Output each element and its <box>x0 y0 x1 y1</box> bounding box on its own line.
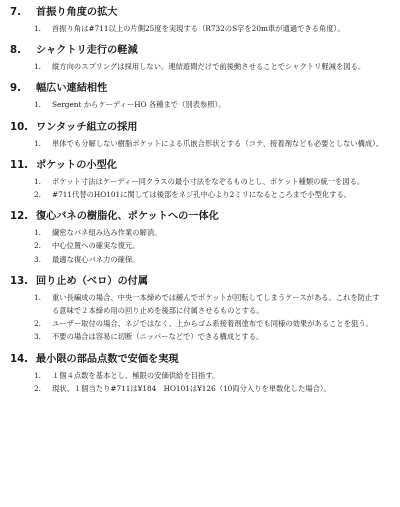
item-number: 1. <box>34 292 41 302</box>
section-heading <box>10 353 390 366</box>
item-text: 現状、１個当たり#711は¥184 HO101は¥126（10両分入りを単数化した場合）。 <box>52 383 331 393</box>
spec-section <box>10 210 390 266</box>
list-item <box>10 382 390 395</box>
item-number: 1. <box>34 370 41 380</box>
item-number: 2. <box>34 190 41 200</box>
item-number: 1. <box>34 100 41 110</box>
section-heading <box>10 44 390 57</box>
section-number: 12. <box>10 211 29 223</box>
item-number: 1. <box>34 138 41 148</box>
list-item <box>10 330 390 343</box>
item-text: Sergent からケーディーHO 各種まで（別表参照）。 <box>52 100 226 110</box>
section-heading <box>10 82 390 95</box>
section-number: 11. <box>10 159 29 171</box>
list-item <box>10 239 390 252</box>
section-title: 復心バネの樹脂化、ポケットへの一体化 <box>36 211 219 223</box>
section-heading <box>10 159 390 172</box>
item-number: 1. <box>34 24 41 33</box>
item-number: 2. <box>34 383 41 393</box>
item-text: １個４点数を基本とし、極限の安価供給を目指す。 <box>52 370 220 380</box>
item-text: #711代替のHO101に関しては後部をネジ孔中心より2ミリになるところまで小型化する。 <box>52 190 352 200</box>
item-number: 1. <box>34 228 41 238</box>
spec-section <box>10 121 390 150</box>
list-item <box>10 226 390 239</box>
item-number: 2. <box>34 241 41 251</box>
list-item <box>10 175 390 188</box>
spec-section <box>10 6 390 35</box>
section-title: 最小限の部品点数で安価を実現 <box>36 353 179 365</box>
spec-section <box>10 44 390 73</box>
section-number: 9. <box>10 83 21 95</box>
list-item <box>10 98 390 111</box>
spec-section <box>10 275 390 344</box>
section-number: 10. <box>10 121 29 133</box>
list-item <box>10 369 390 382</box>
section-title: 幅広い連結相性 <box>36 83 108 95</box>
list-item <box>10 60 390 73</box>
spec-section <box>10 353 390 395</box>
section-number: 14. <box>10 353 29 365</box>
item-number: 2. <box>34 319 41 329</box>
item-text: ユーザー取付の場合、ネジではなく、上からゴム系接着剤塗布でも同様の効果があることを狙う。 <box>52 319 373 329</box>
item-text: 最適な復心バネ力の確保。 <box>52 254 140 264</box>
section-heading <box>10 121 390 134</box>
item-text: 縦方向のスプリングは採用しない。連結遊間だけで前後動させることでシャクトリ軽減を図る。 <box>52 62 366 72</box>
item-text: 重い長編成の場合、中央一本締めでは緩んでポケットが回転してしまうケースがある。これを防止する意味で２本締め用の回り止めを後部に付属させるものとする。 <box>52 292 380 316</box>
item-text: 首振り角は#711以上の片側25度を実現する（R732のS字を20m車が通過できる角度）。 <box>52 24 345 33</box>
list-item <box>10 188 390 201</box>
section-number: 7. <box>10 7 21 18</box>
item-text: 不要の場合は容易に切断（ニッパーなどで）できる構成とする。 <box>52 332 264 342</box>
section-title: 回り止め（ベロ）の付属 <box>36 275 149 287</box>
spec-section <box>10 159 390 201</box>
section-number: 13. <box>10 275 29 287</box>
item-number: 3. <box>34 332 41 342</box>
item-text: 単体でも分解しない樹脂ポケットによる爪嵌合形状とする（コテ、接着剤なども必要としない構成）。 <box>52 138 384 148</box>
item-text: 繊密なバネ組み込み作業の解消。 <box>52 228 162 238</box>
section-title: ポケットの小型化 <box>36 159 117 171</box>
item-text: ポケット寸法はケーディー同クラスの最小寸法をなぞるものとし、ポケット種類の統一を図る。 <box>52 176 365 186</box>
section-heading <box>10 210 390 223</box>
section-number: 8. <box>10 45 21 57</box>
section-title: 首振り角度の拡大 <box>36 7 118 18</box>
list-item <box>10 317 390 330</box>
item-number: 1. <box>34 176 41 186</box>
list-item <box>10 253 390 266</box>
item-text: 中心位置への確実な復元。 <box>52 241 140 251</box>
section-heading <box>10 6 390 19</box>
list-item <box>10 291 390 317</box>
item-number: 3. <box>34 254 41 264</box>
section-title: ワンタッチ組立の採用 <box>36 121 138 133</box>
list-item <box>10 137 390 150</box>
section-heading <box>10 275 390 288</box>
section-title: シャクトリ走行の軽減 <box>36 45 138 57</box>
spec-section <box>10 82 390 111</box>
item-number: 1. <box>34 62 41 72</box>
list-item <box>10 22 390 35</box>
